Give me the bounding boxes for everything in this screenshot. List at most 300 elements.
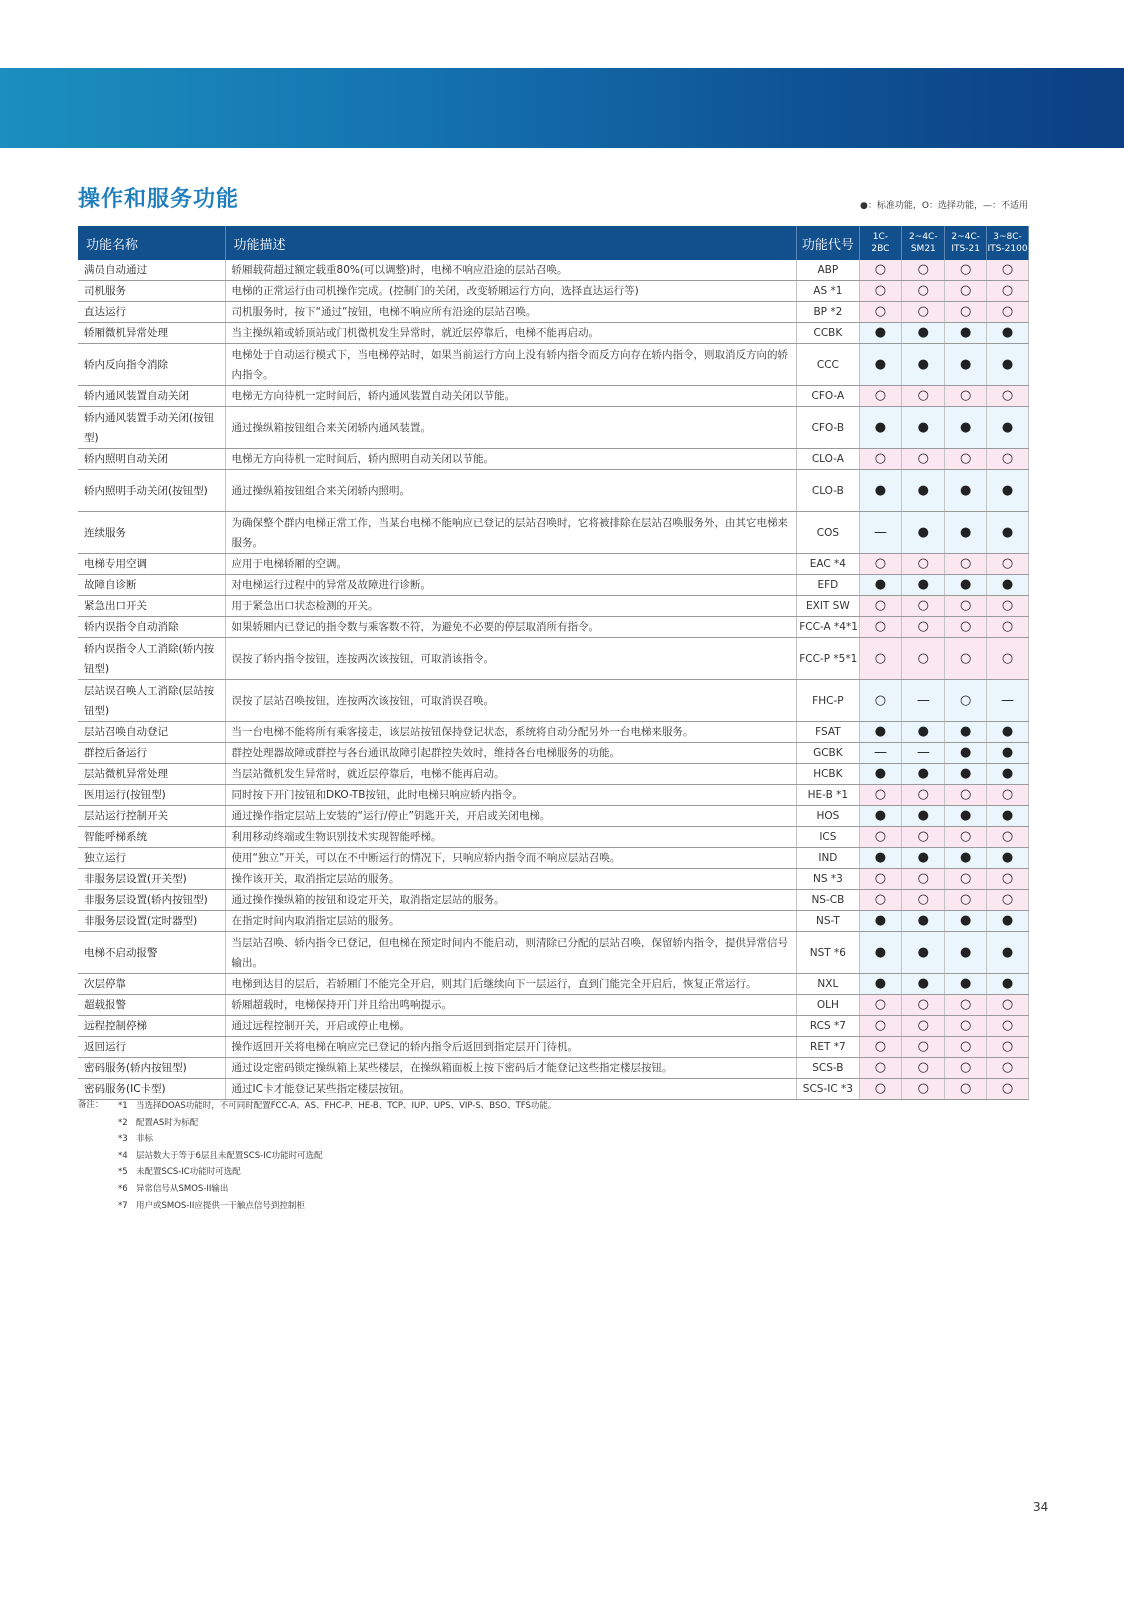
availability-mark: —: [987, 680, 1029, 722]
availability-mark: ○: [859, 1058, 902, 1079]
function-name: 轿内误指令自动消除: [78, 617, 225, 638]
footnote-text: 当选择DOAS功能时，不可同时配置FCC-A、AS、FHC-P、HE-B、TCP、IUP、UPS、VIP-S、BSO、TFS功能。: [136, 1101, 557, 1111]
function-description: 电梯无方向待机一定时间后，轿内通风装置自动关闭以节能。: [225, 386, 797, 407]
function-name: 医用运行(按钮型): [78, 785, 225, 806]
table-row: [78, 1079, 1029, 1100]
availability-mark: ●: [945, 722, 987, 743]
availability-mark: ●: [902, 323, 945, 344]
function-description: 电梯处于自动运行模式下，当电梯停站时，如果当前运行方向上没有轿内指令而反方向存在轿内指令，则取消反方向的轿内指令。: [225, 344, 797, 386]
table-row: [78, 680, 1029, 722]
availability-mark: ○: [859, 260, 902, 281]
availability-mark: ●: [902, 407, 945, 449]
function-code: SCS-IC *3: [797, 1079, 859, 1100]
availability-mark: ●: [945, 407, 987, 449]
function-code: HE-B *1: [797, 785, 859, 806]
function-name: 独立运行: [78, 848, 225, 869]
availability-mark: ○: [859, 386, 902, 407]
availability-mark: ●: [987, 344, 1029, 386]
function-name: 非服务层设置(开关型): [78, 869, 225, 890]
function-code: OLH: [797, 995, 859, 1016]
header-function-name: 功能名称: [78, 226, 225, 260]
header-banner: [0, 68, 1124, 148]
availability-mark: ○: [902, 1037, 945, 1058]
function-code: NS-T: [797, 911, 859, 932]
function-name: 紧急出口开关: [78, 596, 225, 617]
availability-mark: ○: [902, 554, 945, 575]
function-description: 群控处理器故障或群控与各台通讯故障引起群控失效时，维持各台电梯服务的功能。: [225, 743, 797, 764]
availability-mark: ○: [987, 1016, 1029, 1037]
table-body: [78, 260, 1029, 1100]
function-code: AS *1: [797, 281, 859, 302]
availability-mark: ○: [945, 869, 987, 890]
availability-mark: ●: [859, 470, 902, 512]
table-row: [78, 596, 1029, 617]
function-code: FCC-P *5*1: [797, 638, 859, 680]
function-description: 通过操作操纵箱的按钮和设定开关，取消指定层站的服务。: [225, 890, 797, 911]
function-description: 用于紧急出口状态检测的开关。: [225, 596, 797, 617]
availability-mark: ○: [945, 386, 987, 407]
footnote-text: 配置AS时为标配: [136, 1117, 199, 1128]
table-row: [78, 1058, 1029, 1079]
availability-mark: ○: [945, 260, 987, 281]
footnote-text: 异常信号从SMOS-II输出: [136, 1183, 229, 1194]
table-row: [78, 512, 1029, 554]
table-row: [78, 344, 1029, 386]
function-name: 电梯专用空调: [78, 554, 225, 575]
function-name: 远程控制停梯: [78, 1016, 225, 1037]
function-code: CFO-B: [797, 407, 859, 449]
function-description: 电梯无方向待机一定时间后，轿内照明自动关闭以节能。: [225, 449, 797, 470]
table-row: [78, 995, 1029, 1016]
header-model-its21: [945, 226, 987, 260]
footnote-mark: *6: [118, 1183, 128, 1194]
availability-mark: ●: [987, 911, 1029, 932]
availability-mark: ○: [859, 596, 902, 617]
table-row: [78, 386, 1029, 407]
table-row: [78, 1037, 1029, 1058]
availability-mark: ●: [987, 974, 1029, 995]
availability-mark: ○: [859, 1079, 902, 1100]
availability-mark: ●: [987, 470, 1029, 512]
availability-mark: ○: [945, 302, 987, 323]
function-code: NS *3: [797, 869, 859, 890]
table-row: [78, 974, 1029, 995]
availability-mark: ●: [987, 407, 1029, 449]
table-row: [78, 932, 1029, 974]
availability-mark: ●: [945, 932, 987, 974]
availability-mark: ○: [945, 1079, 987, 1100]
header-model-sm21: [902, 226, 945, 260]
availability-mark: ●: [859, 344, 902, 386]
availability-mark: ○: [987, 281, 1029, 302]
function-description: 利用移动终端或生物识别技术实现智能呼梯。: [225, 827, 797, 848]
function-description: 误按了轿内指令按钮，连按两次该按钮，可取消该指令。: [225, 638, 797, 680]
footnote-item: [118, 1115, 718, 1132]
availability-mark: ○: [987, 617, 1029, 638]
availability-mark: ○: [987, 1079, 1029, 1100]
page-number: 34: [1033, 1500, 1049, 1514]
function-code: HCBK: [797, 764, 859, 785]
availability-mark: ○: [902, 1016, 945, 1037]
footnote-item: [118, 1098, 718, 1115]
availability-mark: ○: [987, 827, 1029, 848]
availability-mark: ●: [902, 512, 945, 554]
availability-mark: ●: [945, 512, 987, 554]
availability-mark: ●: [902, 932, 945, 974]
function-name: 轿内误指令人工消除(轿内按钮型): [78, 638, 225, 680]
availability-mark: ●: [902, 470, 945, 512]
table-row: [78, 260, 1029, 281]
function-description: 对电梯运行过程中的异常及故障进行诊断。: [225, 575, 797, 596]
function-name: 密码服务(轿内按钮型): [78, 1058, 225, 1079]
availability-mark: ●: [859, 323, 902, 344]
function-code: NST *6: [797, 932, 859, 974]
function-code: ICS: [797, 827, 859, 848]
function-description: 轿厢超载时，电梯保持开门并且给出鸣响提示。: [225, 995, 797, 1016]
function-name: 次层停靠: [78, 974, 225, 995]
availability-mark: ○: [902, 827, 945, 848]
header-model-line: SM21: [910, 244, 936, 254]
availability-mark: ○: [987, 1037, 1029, 1058]
table-row: [78, 638, 1029, 680]
availability-mark: ○: [945, 1058, 987, 1079]
availability-mark: ○: [945, 827, 987, 848]
availability-mark: ●: [987, 512, 1029, 554]
table-row: [78, 722, 1029, 743]
footnote-text: 用户或SMOS-II应提供一干触点信号到控制柜: [136, 1200, 305, 1211]
table-row: [78, 806, 1029, 827]
availability-mark: ○: [945, 449, 987, 470]
header-function-code: 功能代号: [797, 226, 859, 260]
function-code: CFO-A: [797, 386, 859, 407]
table-row: [78, 785, 1029, 806]
availability-mark: ●: [859, 911, 902, 932]
function-description: 当层站微机发生异常时，就近层停靠后，电梯不能再启动。: [225, 764, 797, 785]
function-code: EXIT SW: [797, 596, 859, 617]
function-description: 当主操纵箱或轿顶站或门机微机发生异常时，就近层停靠后，电梯不能再启动。: [225, 323, 797, 344]
table-row: [78, 449, 1029, 470]
function-description: 电梯到达目的层后，若轿厢门不能完全开启，则其门后继续向下一层运行，直到门能完全开启后，恢复正常运行。: [225, 974, 797, 995]
availability-mark: ●: [987, 848, 1029, 869]
availability-mark: ○: [987, 260, 1029, 281]
function-table: [78, 226, 1029, 1100]
availability-mark: —: [902, 743, 945, 764]
function-name: 智能呼梯系统: [78, 827, 225, 848]
function-description: 当层站召唤、轿内指令已登记，但电梯在预定时间内不能启动，则清除已分配的层站召唤，保留轿内指令，提供异常信号输出。: [225, 932, 797, 974]
function-code: BP *2: [797, 302, 859, 323]
function-description: 如果轿厢内已登记的指令数与乘客数不符，为避免不必要的停层取消所有指令。: [225, 617, 797, 638]
function-name: 非服务层设置(轿内按钮型): [78, 890, 225, 911]
footnote-text: 未配置SCS-IC功能时可选配: [136, 1167, 241, 1178]
function-name: 故障自诊断: [78, 575, 225, 596]
function-description: 为确保整个群内电梯正常工作，当某台电梯不能响应已登记的层站召唤时，它将被排除在层站召唤服务外，由其它电梯来服务。: [225, 512, 797, 554]
availability-mark: ○: [945, 1037, 987, 1058]
function-description: 通过设定密码锁定操纵箱上某些楼层，在操纵箱面板上按下密码后才能登记这些指定楼层按钮。: [225, 1058, 797, 1079]
function-name: 层站运行控制开关: [78, 806, 225, 827]
availability-mark: ●: [987, 323, 1029, 344]
function-description: 同时按下开门按钮和DKO-TB按钮，此时电梯只响应轿内指令。: [225, 785, 797, 806]
availability-mark: ●: [859, 932, 902, 974]
availability-mark: ●: [945, 470, 987, 512]
availability-mark: ○: [987, 386, 1029, 407]
availability-mark: ●: [945, 344, 987, 386]
function-description: 通过远程控制开关，开启或停止电梯。: [225, 1016, 797, 1037]
function-name: 超载报警: [78, 995, 225, 1016]
availability-mark: ○: [902, 617, 945, 638]
function-code: FSAT: [797, 722, 859, 743]
availability-mark: ○: [859, 302, 902, 323]
availability-mark: ○: [945, 785, 987, 806]
function-code: SCS-B: [797, 1058, 859, 1079]
header-model-line: ITS-2100: [987, 244, 1028, 254]
function-name: 密码服务(IC卡型): [78, 1079, 225, 1100]
availability-mark: ●: [987, 722, 1029, 743]
availability-mark: ●: [902, 722, 945, 743]
footnotes-label: 备注：: [78, 1100, 104, 1110]
footnotes-list: [118, 1098, 718, 1214]
availability-mark: ●: [945, 848, 987, 869]
availability-mark: ○: [945, 680, 987, 722]
function-code: NXL: [797, 974, 859, 995]
function-code: HOS: [797, 806, 859, 827]
availability-mark: ●: [902, 974, 945, 995]
legend: ●：标准功能，O：选择功能，—：不适用: [860, 201, 1028, 211]
table-row: [78, 869, 1029, 890]
availability-mark: ●: [902, 848, 945, 869]
availability-mark: ○: [987, 449, 1029, 470]
header-model-line: 1C-: [872, 232, 889, 242]
function-code: FHC-P: [797, 680, 859, 722]
availability-mark: ●: [859, 974, 902, 995]
function-description: 电梯的正常运行由司机操作完成。(控制门的关闭，改变轿厢运行方向，选择直达运行等): [225, 281, 797, 302]
function-description: 当一台电梯不能将所有乘客接走，该层站按钮保持登记状态，系统将自动分配另外一台电梯来服务。: [225, 722, 797, 743]
availability-mark: ○: [859, 1016, 902, 1037]
table-row: [78, 827, 1029, 848]
availability-mark: ●: [859, 722, 902, 743]
availability-mark: ○: [902, 386, 945, 407]
footnote-text: 层站数大于等于6层且未配置SCS-IC功能时可选配: [136, 1150, 323, 1161]
availability-mark: ○: [902, 260, 945, 281]
table-row: [78, 407, 1029, 449]
function-name: 轿内照明手动关闭(按钮型): [78, 470, 225, 512]
page-title: 操作和服务功能: [78, 187, 240, 212]
function-code: CLO-A: [797, 449, 859, 470]
header-model-line: 3~8C-: [993, 232, 1022, 242]
function-code: NS-CB: [797, 890, 859, 911]
header-model-line: 2BC: [871, 244, 890, 254]
availability-mark: ○: [945, 554, 987, 575]
table-row: [78, 1016, 1029, 1037]
function-description: 轿厢载荷超过额定载重80%(可以调整)时，电梯不响应沿途的层站召唤。: [225, 260, 797, 281]
function-description: 在指定时间内取消指定层站的服务。: [225, 911, 797, 932]
availability-mark: ●: [945, 974, 987, 995]
availability-mark: ○: [902, 449, 945, 470]
footnote-item: [118, 1164, 718, 1181]
function-description: 使用“独立”开关，可以在不中断运行的情况下，只响应轿内指令而不响应层站召唤。: [225, 848, 797, 869]
function-description: 通过操纵箱按钮组合来关闭轿内照明。: [225, 470, 797, 512]
availability-mark: ●: [902, 575, 945, 596]
availability-mark: ●: [945, 911, 987, 932]
table-row: [78, 554, 1029, 575]
availability-mark: ●: [902, 764, 945, 785]
table-row: [78, 281, 1029, 302]
availability-mark: ●: [859, 848, 902, 869]
availability-mark: ●: [859, 806, 902, 827]
footnote-mark: *1: [118, 1101, 128, 1111]
availability-mark: ○: [987, 995, 1029, 1016]
function-name: 层站微机异常处理: [78, 764, 225, 785]
availability-mark: ○: [859, 995, 902, 1016]
function-code: RET *7: [797, 1037, 859, 1058]
table-row: [78, 911, 1029, 932]
availability-mark: ○: [987, 554, 1029, 575]
table-row: [78, 470, 1029, 512]
function-code: IND: [797, 848, 859, 869]
availability-mark: ●: [945, 575, 987, 596]
function-code: CCC: [797, 344, 859, 386]
availability-mark: ●: [945, 323, 987, 344]
function-code: GCBK: [797, 743, 859, 764]
footnote-item: [118, 1131, 718, 1148]
footnote-item: [118, 1181, 718, 1198]
table-row: [78, 575, 1029, 596]
availability-mark: —: [902, 680, 945, 722]
availability-mark: ●: [945, 764, 987, 785]
footnote-item: [118, 1198, 718, 1215]
availability-mark: ○: [902, 281, 945, 302]
availability-mark: ○: [902, 596, 945, 617]
availability-mark: ○: [945, 617, 987, 638]
availability-mark: ●: [987, 743, 1029, 764]
availability-mark: ○: [987, 1058, 1029, 1079]
function-name: 层站误召唤人工消除(层站按钮型): [78, 680, 225, 722]
availability-mark: ○: [902, 785, 945, 806]
function-name: 轿厢微机异常处理: [78, 323, 225, 344]
availability-mark: ○: [859, 638, 902, 680]
availability-mark: ○: [945, 596, 987, 617]
function-name: 群控后备运行: [78, 743, 225, 764]
function-name: 层站召唤自动登记: [78, 722, 225, 743]
header-model-its2100: [987, 226, 1029, 260]
availability-mark: ●: [859, 575, 902, 596]
availability-mark: —: [859, 512, 902, 554]
header-model-line: 2~4C-: [909, 232, 938, 242]
availability-mark: ○: [859, 554, 902, 575]
function-name: 返回运行: [78, 1037, 225, 1058]
function-name: 轿内通风装置手动关闭(按钮型): [78, 407, 225, 449]
header-function-desc: 功能描述: [225, 226, 797, 260]
function-code: CLO-B: [797, 470, 859, 512]
availability-mark: ○: [945, 638, 987, 680]
availability-mark: ○: [859, 449, 902, 470]
availability-mark: ○: [902, 1079, 945, 1100]
availability-mark: ○: [987, 596, 1029, 617]
availability-mark: ○: [902, 890, 945, 911]
footnote-mark: *7: [118, 1200, 128, 1211]
function-name: 直达运行: [78, 302, 225, 323]
availability-mark: ○: [859, 281, 902, 302]
footnote-mark: *4: [118, 1150, 128, 1161]
table-row: [78, 890, 1029, 911]
availability-mark: ○: [945, 995, 987, 1016]
availability-mark: ○: [902, 995, 945, 1016]
availability-mark: ○: [859, 890, 902, 911]
function-description: 应用于电梯轿厢的空调。: [225, 554, 797, 575]
availability-mark: ○: [987, 890, 1029, 911]
availability-mark: ○: [902, 302, 945, 323]
function-description: 操作该开关，取消指定层站的服务。: [225, 869, 797, 890]
function-description: 通过操作指定层站上安装的“运行/停止”钥匙开关，开启或关闭电梯。: [225, 806, 797, 827]
availability-mark: ●: [987, 764, 1029, 785]
availability-mark: ●: [859, 764, 902, 785]
availability-mark: ○: [859, 680, 902, 722]
availability-mark: ○: [859, 869, 902, 890]
function-name: 轿内照明自动关闭: [78, 449, 225, 470]
function-code: CCBK: [797, 323, 859, 344]
function-code: EFD: [797, 575, 859, 596]
table-row: [78, 302, 1029, 323]
table-row: [78, 743, 1029, 764]
availability-mark: ○: [902, 1058, 945, 1079]
function-name: 非服务层设置(定时器型): [78, 911, 225, 932]
availability-mark: ●: [987, 575, 1029, 596]
function-description: 误按了层站召唤按钮，连按两次该按钮，可取消误召唤。: [225, 680, 797, 722]
availability-mark: ●: [902, 806, 945, 827]
function-code: RCS *7: [797, 1016, 859, 1037]
footnote-mark: *2: [118, 1117, 128, 1128]
function-code: FCC-A *4*1: [797, 617, 859, 638]
header-model-line: ITS-21: [951, 244, 980, 254]
function-description: 操作返回开关将电梯在响应完已登记的轿内指令后返回到指定层开门待机。: [225, 1037, 797, 1058]
availability-mark: ●: [902, 911, 945, 932]
function-name: 满员自动通过: [78, 260, 225, 281]
availability-mark: ○: [945, 281, 987, 302]
availability-mark: ○: [987, 869, 1029, 890]
function-name: 轿内通风装置自动关闭: [78, 386, 225, 407]
availability-mark: ○: [859, 617, 902, 638]
availability-mark: ●: [859, 407, 902, 449]
function-name: 电梯不启动报警: [78, 932, 225, 974]
availability-mark: ○: [945, 1016, 987, 1037]
availability-mark: ○: [859, 1037, 902, 1058]
availability-mark: ●: [945, 743, 987, 764]
function-name: 轿内反向指令消除: [78, 344, 225, 386]
availability-mark: ●: [987, 806, 1029, 827]
footnote-text: 非标: [136, 1134, 154, 1145]
function-code: COS: [797, 512, 859, 554]
footnote-item: [118, 1148, 718, 1165]
footnote-mark: *3: [118, 1134, 128, 1145]
availability-mark: ○: [859, 827, 902, 848]
availability-mark: ●: [987, 932, 1029, 974]
table-row: [78, 617, 1029, 638]
function-description: 通过操纵箱按钮组合来关闭轿内通风装置。: [225, 407, 797, 449]
function-description: 通过IC卡才能登记某些指定楼层按钮。: [225, 1079, 797, 1100]
table-row: [78, 848, 1029, 869]
header-model-1c-2bc: [859, 226, 902, 260]
availability-mark: ○: [987, 785, 1029, 806]
table-header-row: [78, 226, 1029, 260]
function-name: 连续服务: [78, 512, 225, 554]
footnote-mark: *5: [118, 1167, 128, 1178]
function-description: 司机服务时，按下“通过”按钮，电梯不响应所有沿途的层站召唤。: [225, 302, 797, 323]
availability-mark: ○: [902, 869, 945, 890]
availability-mark: ●: [945, 806, 987, 827]
availability-mark: ○: [902, 638, 945, 680]
availability-mark: ○: [987, 638, 1029, 680]
header-model-line: 2~4C-: [951, 232, 980, 242]
availability-mark: ○: [859, 785, 902, 806]
